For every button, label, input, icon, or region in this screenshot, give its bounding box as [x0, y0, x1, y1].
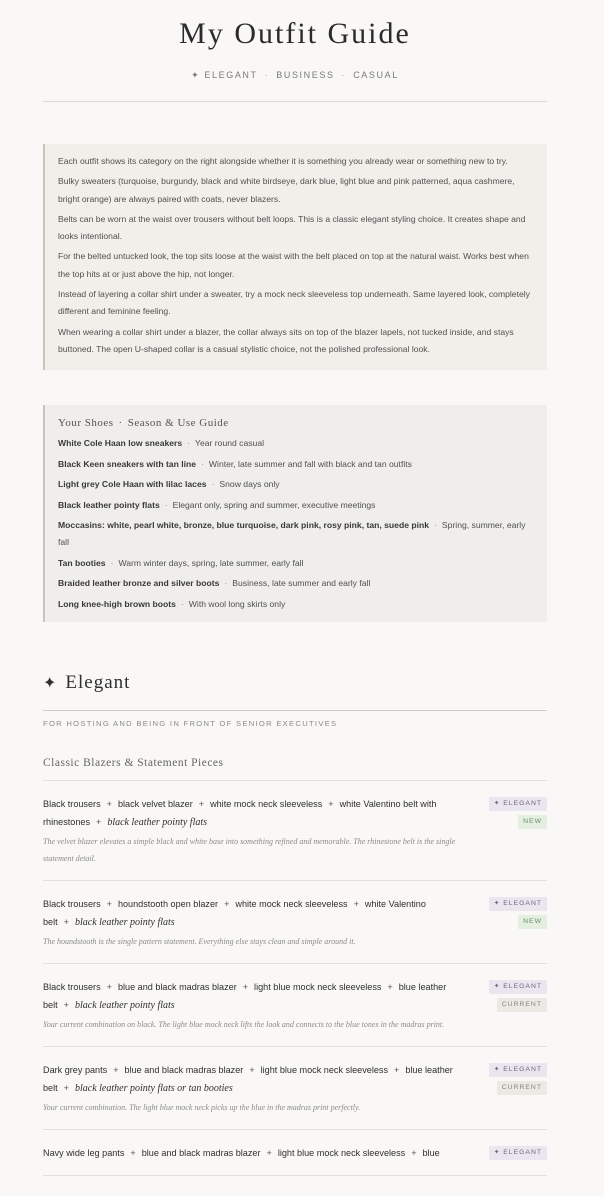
- shoe-use: Business, late summer and early fall: [232, 578, 371, 589]
- plus-separator: +: [63, 1000, 69, 1011]
- plus-separator: +: [106, 899, 112, 910]
- outfit-item: [43, 1047, 547, 1130]
- outfit-pieces: [43, 895, 473, 932]
- plus-separator: +: [63, 917, 69, 928]
- shoe-separator: ·: [224, 578, 228, 589]
- shoe-use: Warm winter days, spring, late summer, early fall: [118, 557, 304, 568]
- category-badge: ✦ ELEGANT: [489, 1063, 547, 1077]
- outfit-piece: Dark grey pants: [43, 1065, 108, 1076]
- shoe-name: Black leather pointy flats: [58, 499, 160, 510]
- outfit-tags: [489, 897, 547, 929]
- shoes-heading: Your Shoes · Season & Use Guide: [58, 417, 229, 430]
- shoe-use: Year round casual: [195, 438, 265, 449]
- category-badge: ✦ ELEGANT: [489, 897, 547, 911]
- plus-separator: +: [63, 1083, 69, 1094]
- outfit-list: [43, 781, 547, 1176]
- outfit-note: Your current combination on black. The light blue mock neck lifts the look and connects to the blue tones in the madras print.: [43, 1020, 445, 1030]
- outfit-pieces: [43, 795, 473, 832]
- status-badge: CURRENT: [497, 1081, 547, 1095]
- plus-separator: +: [394, 1065, 400, 1076]
- outfit-item: [43, 881, 547, 964]
- section-title: ✦ Elegant: [43, 672, 131, 694]
- shoe-separator: ·: [164, 499, 168, 510]
- shoe-name: Moccasins: white, pearl white, bronze, blue turquoise, dark pink, rosy pink, tan, suede pink: [58, 520, 430, 531]
- legend-elegant: ✦ ELEGANT: [191, 70, 258, 80]
- outfit-piece: light blue mock neck sleeveless: [254, 982, 382, 993]
- category-badge: ✦ ELEGANT: [489, 1146, 547, 1160]
- outfit-piece: white mock neck sleeveless: [235, 899, 348, 910]
- status-badge: NEW: [518, 915, 547, 929]
- legend-business: BUSINESS: [276, 70, 335, 80]
- plus-separator: +: [353, 899, 359, 910]
- outfit-piece: Black trousers: [43, 799, 101, 810]
- page-title: My Outfit Guide: [179, 17, 411, 50]
- category-badge: ✦ ELEGANT: [489, 797, 547, 811]
- plus-separator: +: [328, 799, 334, 810]
- note-paragraph: Bulky sweaters (turquoise, burgundy, black and white birdseye, dark blue, light blue and pink patterned, aqua cashmere, bright orange) are always paired with coats, never blazers.: [58, 176, 515, 204]
- outfit-shoes: black leather pointy flats: [74, 1000, 175, 1012]
- category-legend: [43, 69, 547, 81]
- outfit-tags: [489, 980, 547, 1012]
- shoe-item: [58, 476, 534, 493]
- shoe-item: [58, 596, 534, 613]
- outfit-piece: houndstooth open blazer: [117, 899, 219, 910]
- outfit-piece: blue leather belt: [43, 1065, 453, 1094]
- category-badge: ✦ ELEGANT: [489, 980, 547, 994]
- shoe-use: Snow days only: [219, 479, 280, 490]
- outfit-pieces: [43, 978, 473, 1015]
- outfit-tags: [489, 797, 547, 829]
- styling-notes: [43, 144, 547, 370]
- shoe-item: [58, 517, 534, 551]
- plus-separator: +: [106, 799, 112, 810]
- shoe-separator: ·: [187, 438, 191, 449]
- shoe-separator: ·: [211, 479, 215, 490]
- plus-separator: +: [224, 899, 230, 910]
- outfit-item: [43, 964, 547, 1047]
- note-paragraph: Instead of layering a collar shirt under a sweater, try a mock neck sleeveless top underneath. Same layered look, completely different and feminine feeling.: [58, 289, 530, 317]
- shoes-guide: [43, 405, 547, 622]
- outfit-shoes: black leather pointy flats or tan booties: [74, 1083, 233, 1095]
- outfit-pieces: [43, 1144, 473, 1162]
- shoe-name: Light grey Cole Haan with lilac laces: [58, 479, 207, 490]
- star-icon: ✦: [43, 675, 58, 693]
- outfit-tags: [489, 1146, 547, 1160]
- plus-separator: +: [130, 1148, 136, 1159]
- note-paragraph: Each outfit shows its category on the right alongside whether it is something you already wear or something new to try.: [58, 156, 508, 166]
- outfit-piece: black velvet blazer: [117, 799, 193, 810]
- plus-separator: +: [249, 1065, 255, 1076]
- shoe-name: Tan booties: [58, 557, 106, 568]
- status-badge: NEW: [518, 815, 547, 829]
- plus-separator: +: [113, 1065, 119, 1076]
- outfit-piece: light blue mock neck sleeveless: [260, 1065, 388, 1076]
- outfit-piece: blue: [422, 1148, 440, 1159]
- outfit-piece: blue leather belt: [43, 982, 447, 1011]
- outfit-note: The velvet blazer elevates a simple black and white base into something refined and memorable. The rhinestone belt is the single statement detail.: [43, 837, 456, 864]
- plus-separator: +: [411, 1148, 417, 1159]
- section-divider: [43, 710, 547, 711]
- shoe-list: [58, 435, 534, 613]
- outfit-item: [43, 781, 547, 881]
- shoe-use: Spring, summer, early fall: [58, 520, 526, 548]
- shoe-separator: ·: [201, 458, 204, 469]
- outfit-shoes: black leather pointy flats: [107, 817, 208, 829]
- outfit-piece: white Valentino belt: [43, 899, 426, 928]
- outfit-pieces: [43, 1061, 473, 1098]
- outfit-piece: white Valentino belt with rhinestones: [43, 799, 437, 828]
- shoe-item: [58, 435, 534, 452]
- outfit-note: The houndstooth is the single pattern statement. Everything else stays clean and simple around it.: [43, 937, 356, 947]
- shoe-name: Long knee-high brown boots: [58, 598, 176, 609]
- shoe-use: With wool long skirts only: [188, 598, 286, 609]
- outfit-note: Your current combination. The light blue mock neck picks up the blue in the madras print perfectly.: [43, 1103, 361, 1113]
- shoe-name: White Cole Haan low sneakers: [58, 438, 183, 449]
- shoe-separator: ·: [110, 557, 114, 568]
- shoe-separator: ·: [180, 598, 184, 609]
- shoe-use: Elegant only, spring and summer, executive meetings: [172, 499, 376, 510]
- outfit-piece: Black trousers: [43, 899, 101, 910]
- shoe-use: Winter, late summer and fall with black and tan outfits: [208, 458, 412, 469]
- legend-casual: CASUAL: [353, 70, 399, 80]
- legend-separator: ·: [264, 70, 270, 80]
- shoe-item: [58, 555, 534, 572]
- note-paragraph: When wearing a collar shirt under a blazer, the collar always sits on top of the blazer lapels, not tucked inside, and stays buttoned. The open U-shaped collar is a casual stylistic choice, not the polished professional look.: [58, 326, 514, 354]
- shoe-item: [58, 575, 534, 592]
- outfit-item: [43, 1130, 547, 1176]
- outfit-piece: blue and black madras blazer: [141, 1148, 261, 1159]
- plus-separator: +: [242, 982, 249, 993]
- status-badge: CURRENT: [497, 998, 547, 1012]
- outfit-piece: Navy wide leg pants: [43, 1148, 125, 1159]
- note-paragraph: For the belted untucked look, the top sits loose at the waist with the belt placed on top at the natural waist. Works best when the top hits at or just above the hip, not longer.: [58, 251, 529, 279]
- shoe-name: Black Keen sneakers with tan line: [58, 458, 197, 469]
- outfit-piece: light blue mock neck sleeveless: [277, 1148, 406, 1159]
- group-title: Classic Blazers & Statement Pieces: [43, 757, 224, 770]
- plus-separator: +: [96, 817, 102, 828]
- outfit-piece: white mock neck sleeveless: [210, 799, 323, 810]
- plus-separator: +: [266, 1148, 272, 1159]
- shoe-item: [58, 456, 534, 473]
- page: [43, 0, 547, 1176]
- header-divider: [43, 101, 547, 102]
- note-paragraph: Belts can be worn at the waist over trousers without belt loops. This is a classic elegant styling choice. It creates shape and looks intentional.: [58, 213, 526, 242]
- outfit-shoes: black leather pointy flats: [74, 917, 175, 929]
- plus-separator: +: [106, 982, 112, 993]
- shoe-name: Braided leather bronze and silver boots: [58, 578, 220, 589]
- plus-separator: +: [198, 799, 205, 810]
- outfit-piece: Black trousers: [43, 982, 101, 993]
- section-subtitle: FOR HOSTING AND BEING IN FRONT OF SENIOR EXECUTIVES: [43, 719, 338, 729]
- shoe-item: [58, 497, 534, 514]
- outfit-tags: [489, 1063, 547, 1095]
- outfit-piece: blue and black madras blazer: [117, 982, 237, 993]
- shoe-separator: ·: [434, 520, 437, 531]
- plus-separator: +: [387, 982, 393, 993]
- legend-separator: ·: [341, 70, 347, 80]
- outfit-piece: blue and black madras blazer: [124, 1065, 244, 1076]
